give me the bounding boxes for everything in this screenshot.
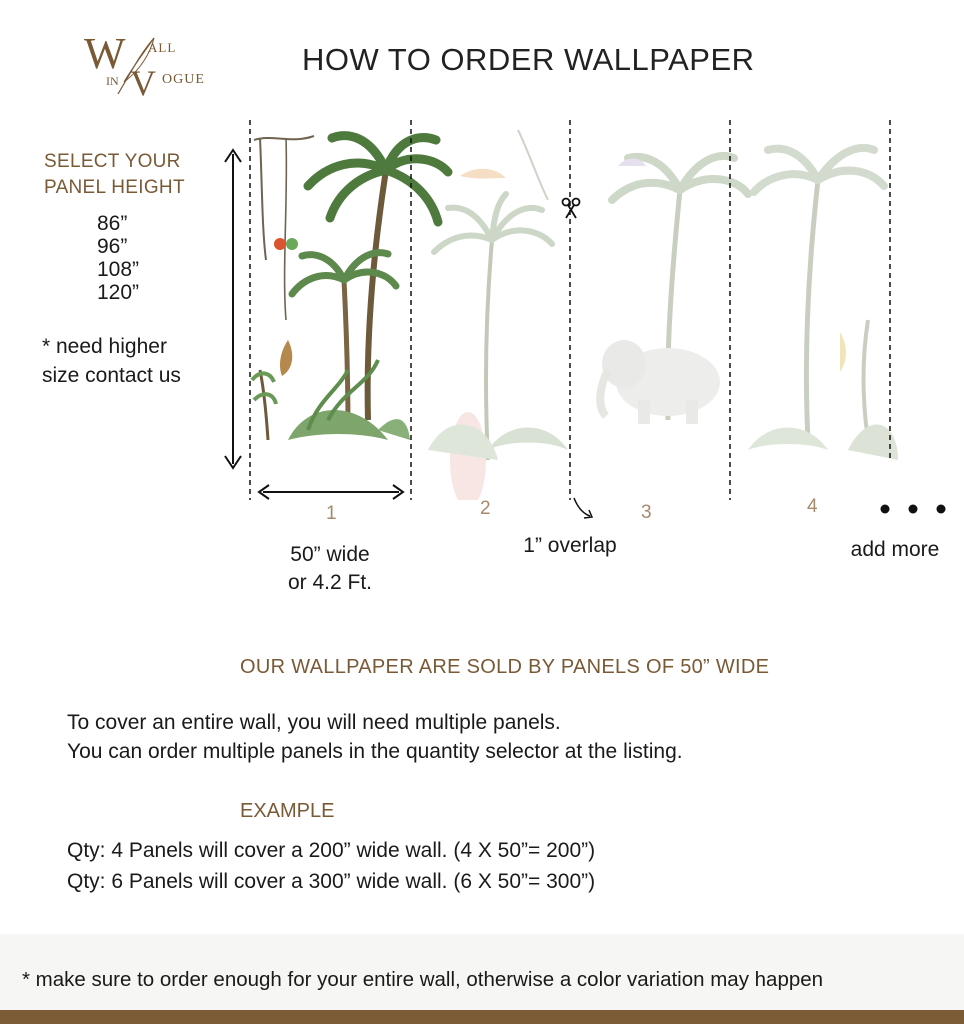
height-option: 120” <box>97 281 140 304</box>
height-arrow-icon <box>222 148 244 470</box>
width-arrow-icon <box>257 482 405 502</box>
cover-line1: To cover an entire wall, you will need multiple panels. <box>67 711 561 734</box>
logo-text-in: IN <box>106 74 119 88</box>
logo-letter-v: V <box>130 63 156 103</box>
page-title: HOW TO ORDER WALLPAPER <box>302 42 755 77</box>
height-options <box>97 212 139 304</box>
contact-note <box>42 332 181 390</box>
logo-letter-w: W <box>84 29 126 78</box>
sold-by-heading: OUR WALLPAPER ARE SOLD BY PANELS OF 50” WIDE <box>240 656 770 678</box>
mural-illustration <box>248 120 898 500</box>
panel-width-line1: 50” wide <box>290 543 370 566</box>
logo-text-all: ALL <box>148 40 177 55</box>
example-heading: EXAMPLE <box>240 800 335 822</box>
overlap-arrow-icon <box>570 496 600 522</box>
panel-number: 2 <box>480 498 491 519</box>
height-option: 96” <box>97 235 128 258</box>
height-heading <box>44 149 185 201</box>
panel-one-jungle <box>252 136 448 440</box>
panel-number: 3 <box>641 502 652 523</box>
logo-text-ogue: OGUE <box>162 72 205 87</box>
bottom-bar <box>0 1010 964 1024</box>
faded-jungle-scene <box>428 130 898 500</box>
scissors-icon <box>563 199 580 219</box>
contact-note-line2: size contact us <box>42 364 181 387</box>
example-item: Qty: 6 Panels will cover a 300” wide wall. (6 X 50”= 300”) <box>67 870 596 893</box>
footer-note: * make sure to order enough for your entire wall, otherwise a color variation may happen <box>22 968 824 991</box>
add-more-caption: add more <box>850 538 940 561</box>
contact-note-line1: * need higher <box>42 335 167 358</box>
panel-width-line2: or 4.2 Ft. <box>287 571 373 594</box>
height-heading-line2: PANEL HEIGHT <box>44 177 185 198</box>
overlap-caption: 1” overlap <box>523 534 617 557</box>
height-heading-line1: SELECT YOUR <box>44 151 181 172</box>
height-option: 86” <box>97 212 128 235</box>
example-list <box>67 835 595 897</box>
feather-icon <box>110 34 160 98</box>
brand-logo <box>84 28 224 103</box>
panel-width-caption <box>260 541 400 597</box>
cover-paragraph <box>67 708 683 766</box>
more-dots-icon <box>876 500 952 518</box>
example-item: Qty: 4 Panels will cover a 200” wide wall. (4 X 50”= 200”) <box>67 839 596 862</box>
panel-number: 1 <box>326 503 337 524</box>
cover-line2: You can order multiple panels in the quantity selector at the listing. <box>67 740 683 763</box>
height-option: 108” <box>97 258 140 281</box>
panel-number: 4 <box>807 496 818 517</box>
